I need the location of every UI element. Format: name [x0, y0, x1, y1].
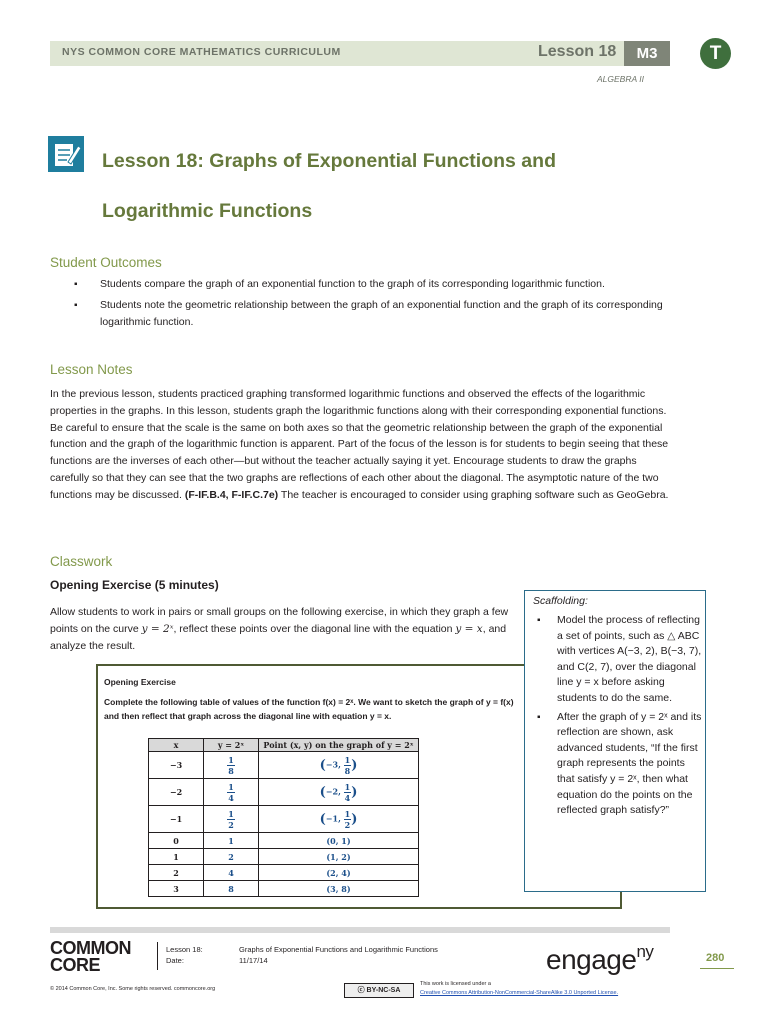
- cell-x: 2: [149, 865, 204, 881]
- numerator: 1: [228, 808, 234, 819]
- cell-x: 0: [149, 833, 204, 849]
- list-item: ▪ Students note the geometric relationship between the graph of an exponential function and the graph of its corresponding logarithmic function.: [74, 297, 684, 331]
- notes-heading: Lesson Notes: [50, 362, 133, 377]
- cell-y: 4: [204, 865, 259, 881]
- common-core-logo: [50, 940, 150, 974]
- footer-date-value: 11/17/14: [239, 956, 268, 965]
- footer-separator: [157, 942, 158, 970]
- standards-ref: (F-IF.B.4, F-IF.C.7e): [184, 488, 279, 501]
- cell-y: [204, 779, 259, 806]
- cell-point: (3, 8): [259, 881, 419, 897]
- brand-sup: ny: [636, 942, 654, 961]
- notes-tail: The teacher is encouraged to consider using graphing software such as GeoGebra.: [278, 488, 669, 501]
- footer-date-label: Date:: [166, 956, 184, 965]
- values-table: [148, 738, 419, 897]
- license-line: This work is licensed under a: [420, 981, 491, 987]
- list-item: ▪ Students compare the graph of an exponential function to the graph of its corresponding logarithmic function.: [74, 276, 684, 293]
- cell-x: 3: [149, 881, 204, 897]
- outcomes-list: [74, 276, 684, 335]
- classwork-heading: Classwork: [50, 554, 113, 569]
- fraction: [227, 782, 235, 803]
- license-text: [420, 980, 618, 998]
- footer-lesson-label: Lesson 18:: [166, 945, 203, 954]
- column-header: Point (x, y) on the graph of y = 2ˣ: [259, 739, 419, 752]
- numerator: 1: [228, 754, 234, 765]
- cell-y: [204, 752, 259, 779]
- cell-point: (2, 4): [259, 865, 419, 881]
- table-row: [149, 806, 419, 833]
- cell-point: (1, 2): [259, 849, 419, 865]
- table-row: [149, 752, 419, 779]
- footer-values: [239, 944, 438, 966]
- classwork-paragraph: [50, 604, 510, 654]
- math-expression: y = x: [455, 622, 483, 635]
- opening-exercise-heading: Opening Exercise (5 minutes): [50, 578, 219, 592]
- point-x: −3: [325, 759, 339, 769]
- cell-y: 1: [204, 833, 259, 849]
- scaffolding-list: [535, 613, 703, 822]
- column-header: y = 2ˣ: [204, 739, 259, 752]
- teacher-badge: T: [700, 38, 731, 69]
- table-row: [149, 881, 419, 897]
- denominator: 4: [344, 792, 351, 803]
- notes-text: In the previous lesson, students practiced graphing transformed logarithmic functions and observed the effects of the logarithmic properties in the graphs. In this lesson, students graph the logarithmic functions along with their corresponding exponential functions. Be careful to ensure that the scale is the same on both axes so that the geometric relationship between the graph of the exponential function and the graph of the logarithmic function is apparent. Part of the focus of the lesson is for students to begin seeing that these functions are the inverses of each other—but without the teacher actually saying it yet. Encourage students to draw the graphs carefully so that they can see that the two graphs are reflections of each other about the diagonal. The asymptotic nature of the two functions may be discussed.: [50, 388, 669, 501]
- engageny-logo: [546, 942, 653, 976]
- cell-x: 1: [149, 849, 204, 865]
- denominator: 4: [228, 792, 234, 803]
- logo-text: COMMON: [50, 938, 131, 958]
- page-number-underline: [700, 968, 734, 969]
- numerator: 1: [344, 754, 351, 765]
- list-item: ▪ Model the process of reflecting a set of points, such as △ ABC with vertices A(−3, 2), B(−3, 7), and C(2, 7), over the diagonal line y = x before asking students to do the same.: [535, 613, 703, 707]
- cell-point: (−1, $\frac{1}{2}$ ): [259, 806, 419, 833]
- denominator: 8: [344, 765, 351, 776]
- cell-y: [204, 806, 259, 833]
- cell-point: (−3, $\frac{1}{8}$ ): [259, 752, 419, 779]
- notes-paragraph: [50, 386, 670, 504]
- table-row: [149, 865, 419, 881]
- numerator: 1: [344, 781, 351, 792]
- point-x: −1: [325, 813, 339, 823]
- column-header: x: [149, 739, 204, 752]
- cell-point: (−2, $\frac{1}{4}$ ): [259, 779, 419, 806]
- curriculum-label: NYS COMMON CORE MATHEMATICS CURRICULUM: [62, 46, 341, 58]
- cell-x: −3: [149, 752, 204, 779]
- exercise-description: Complete the following table of values of the function f(x) = 2ˣ. We want to sketch the graph of y = f(x) and then reflect that graph across the diagonal line with equation y = x.: [104, 697, 514, 721]
- denominator: 2: [344, 819, 351, 830]
- denominator: 2: [228, 819, 234, 830]
- cell-point: (0, 1): [259, 833, 419, 849]
- lesson-notepad-icon: [48, 136, 84, 172]
- cc-license-badge-icon: ⓒ BY-NC-SA: [344, 983, 414, 998]
- copyright: © 2014 Common Core, Inc. Some rights reserved. commoncore.org: [50, 986, 216, 992]
- page-number: 280: [706, 952, 725, 964]
- cell-x: −2: [149, 779, 204, 806]
- footer-lesson-value: Graphs of Exponential Functions and Logarithmic Functions: [239, 945, 438, 954]
- cell-y: 8: [204, 881, 259, 897]
- classwork-text: , reflect these points over the diagonal line with the equation: [173, 622, 456, 635]
- fraction: [227, 809, 235, 830]
- outcomes-heading: Student Outcomes: [50, 255, 162, 270]
- numerator: 1: [228, 781, 234, 792]
- numerator: 1: [344, 808, 351, 819]
- scaffolding-title: Scaffolding:: [533, 595, 588, 607]
- license-badge-text: BY-NC-SA: [366, 987, 401, 994]
- license-link[interactable]: Creative Commons Attribution-NonCommercial-ShareAlike 3.0 Unported License.: [420, 990, 619, 996]
- classwork-text: Allow students to work in pairs or small groups on the following exercise, in which they graph a few points on the curve: [50, 606, 509, 635]
- lesson-label: Lesson 18: [538, 43, 617, 60]
- math-expression: y = 2ˣ: [141, 622, 174, 635]
- table-row: [149, 779, 419, 806]
- fraction: [227, 755, 235, 776]
- classwork-text: , and analyze the result.: [50, 622, 507, 652]
- page-title: Lesson 18: Graphs of Exponential Functions and Logarithmic Functions: [102, 150, 556, 222]
- cell-x: −1: [149, 806, 204, 833]
- brand-text: engage: [546, 944, 637, 975]
- exercise-title: Opening Exercise: [104, 677, 176, 687]
- module-badge: M3: [624, 41, 670, 66]
- table-row: [149, 833, 419, 849]
- course-label: ALGEBRA II: [597, 74, 644, 84]
- denominator: 8: [228, 765, 234, 776]
- list-item: ▪ After the graph of y = 2ˣ and its reflection are shown, ask advanced students, “If the first graph represents the points that satisfy y = 2ˣ, then what equation do the points on the reflected graph satisfy?”: [535, 710, 703, 819]
- table-row: [149, 849, 419, 865]
- footer-divider: [50, 927, 670, 933]
- footer-labels: [166, 944, 203, 966]
- cell-y: 2: [204, 849, 259, 865]
- logo-text: CORE: [50, 955, 101, 975]
- point-x: −2: [325, 786, 339, 796]
